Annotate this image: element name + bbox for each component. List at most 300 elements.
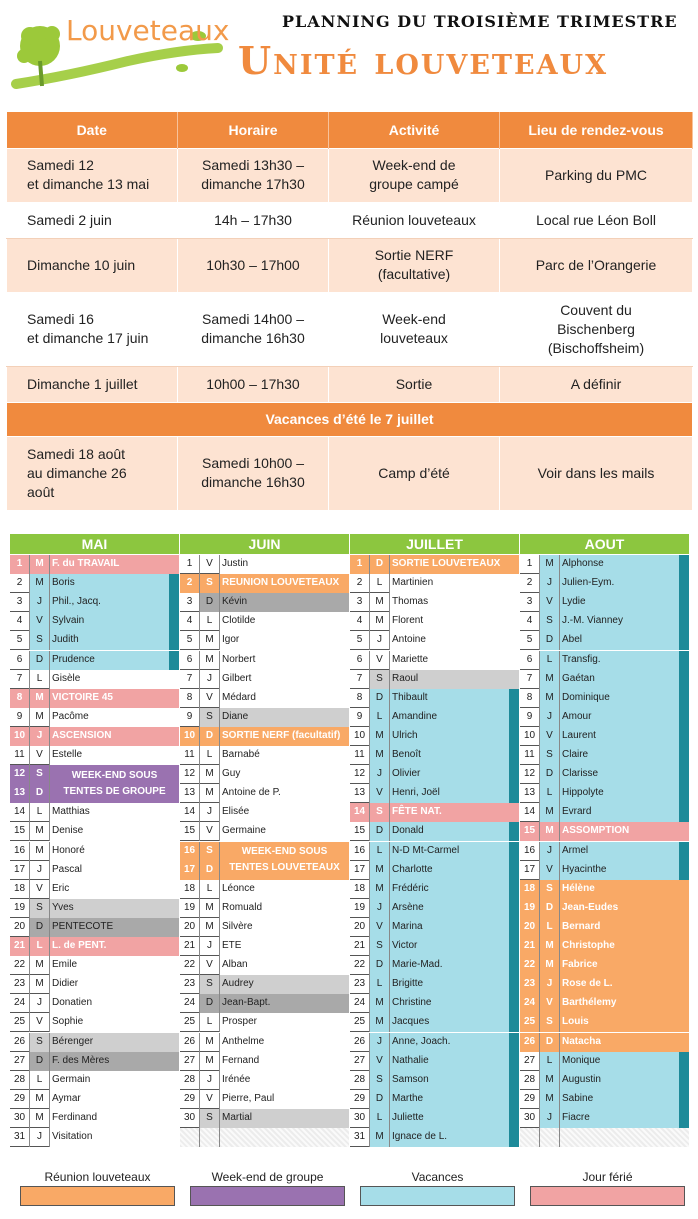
day-label: Matthias [52,806,90,818]
day-letter: D [200,727,220,746]
vacances-edge-marker [679,593,689,612]
day-number: 17 [180,861,200,880]
day-number: 10 [180,727,200,746]
calendar-day-row [520,631,689,650]
vacances-edge-marker [679,746,689,765]
day-letter: J [30,994,50,1013]
day-label: Ferdinand [52,1111,98,1123]
day-letter: M [30,842,50,861]
day-label: Pascal [52,863,83,875]
vacances-edge-marker [679,612,689,631]
schedule-row [7,202,693,238]
vacances-edge-marker [509,956,519,975]
day-letter: J [30,593,50,612]
day-letter: M [540,937,560,956]
day-letter: M [540,822,560,841]
col-header-horaire: Horaire [178,112,329,148]
day-label: Claire [562,749,589,760]
day-label: Gilbert [222,672,252,684]
day-label: Fiacre [562,1111,590,1123]
day-letter: M [30,975,50,994]
day-number: 29 [180,1090,200,1109]
calendar-day-row [350,574,519,593]
day-number: 6 [180,651,200,670]
calendar-day-row [10,612,179,631]
day-number: 21 [180,937,200,956]
day-label: Jean-Bapt. [222,997,271,1009]
day-letter: D [540,1033,560,1052]
calendar-day-row [10,899,179,918]
calendar-day-row [520,937,689,956]
day-letter: L [540,1052,560,1071]
legend-item [190,1170,345,1184]
vacances-row [7,402,693,436]
vacances-edge-marker [679,842,689,861]
day-label: Arsène [392,901,424,913]
calendar-day-row [350,1052,519,1071]
day-letter: S [200,574,220,593]
calendar-day-row [10,956,179,975]
day-letter: J [200,803,220,822]
calendar-day-row [180,574,349,593]
day-label: SORTIE LOUVETEAUX [392,558,501,569]
day-label: Denise [52,825,84,837]
day-letter: M [370,612,390,631]
calendar-day-row [350,880,519,899]
day-label: Irénée [222,1073,251,1085]
day-number: 23 [350,975,370,994]
day-number: 9 [520,708,540,727]
calendar-day-row [180,1052,349,1071]
day-label: F. des Mères [52,1054,110,1066]
calendar-day-row [10,1052,179,1071]
day-letter [200,1128,220,1147]
day-letter: S [200,708,220,727]
calendar-day-row [180,899,349,918]
calendar-day-row [180,956,349,975]
day-number: 3 [350,593,370,612]
calendar-day-row [520,574,689,593]
day-label: Brigitte [392,978,424,990]
day-label: FÊTE NAT. [392,806,442,818]
vacances-edge-marker [509,1128,519,1147]
day-label: Barnabé [222,749,260,760]
day-number: 16 [350,842,370,861]
day-letter: M [540,1090,560,1109]
day-letter: M [30,1090,50,1109]
day-letter: L [370,708,390,727]
day-letter: M [200,784,220,803]
day-label: Transfig. [562,653,601,665]
day-number: 26 [350,1033,370,1052]
legend-item [20,1170,175,1184]
calendar-day-row [10,1071,179,1090]
cell-lieu: Parking du PMC [500,148,693,202]
day-label: Antoine [392,634,426,646]
vacances-edge-marker [679,803,689,822]
day-letter: D [200,861,220,880]
day-label: Romuald [222,901,263,913]
day-label: Martial [222,1111,253,1123]
col-header-lieu: Lieu de rendez-vous [500,112,693,148]
schedule-row [7,366,693,402]
month-header-aout: AOUT [520,534,689,554]
day-letter: J [370,1033,390,1052]
day-letter: D [370,822,390,841]
day-letter: M [200,651,220,670]
day-number: 29 [520,1090,540,1109]
vacances-edge-marker [679,784,689,803]
day-number: 11 [520,746,540,765]
day-number: 8 [520,689,540,708]
day-letter: L [200,746,220,765]
calendar-day-row [10,670,179,689]
calendar-day-row [10,1128,179,1147]
day-number: 12 [520,765,540,784]
calendar-day-row [180,918,349,937]
day-label: Sophie [52,1016,84,1028]
day-label: Raoul [392,672,419,684]
day-letter: D [30,651,50,670]
day-number: 2 [520,574,540,593]
day-letter: D [370,689,390,708]
day-label: Abel [562,634,583,646]
day-letter: L [200,880,220,899]
vacances-edge-marker [509,784,519,803]
calendar-day-row [520,803,689,822]
day-number: 15 [350,822,370,841]
calendar-day-row [180,670,349,689]
day-number: 26 [10,1033,30,1052]
day-letter: S [370,670,390,689]
day-number: 26 [520,1033,540,1052]
calendar-day-row [520,842,689,861]
legend-item [530,1170,685,1184]
day-label: Fernand [222,1054,260,1066]
legend-swatch [530,1186,685,1206]
calendar-day-row [350,689,519,708]
day-number: 1 [520,555,540,574]
col-header-date: Date [7,112,178,148]
day-number: 14 [180,803,200,822]
day-number: 17 [10,861,30,880]
day-label: Germain [52,1073,91,1085]
day-number: 11 [180,746,200,765]
day-label: Thibault [392,691,428,703]
day-letter: L [370,842,390,861]
vacances-edge-marker [509,861,519,880]
calendar-day-row [520,1109,689,1128]
day-number: 18 [10,880,30,899]
day-label: Amour [562,710,592,722]
day-label: Rose de L. [562,978,613,990]
day-letter: D [200,593,220,612]
vacances-edge-marker [679,555,689,574]
day-label: Fabrice [562,959,598,971]
day-letter: M [540,670,560,689]
day-label: Pierre, Paul [222,1092,275,1104]
legend-label: Week-end de groupe [211,1170,324,1184]
calendar-day-row [520,593,689,612]
calendar-day-row [520,670,689,689]
calendar-day-row [180,765,349,784]
calendar-day-row [520,746,689,765]
calendar-day-row [10,803,179,822]
cell-date: Samedi 12 et dimanche 13 mai [7,148,178,202]
day-number: 18 [350,880,370,899]
calendar-day-row [520,784,689,803]
calendar [10,534,690,1152]
calendar-day-row [350,670,519,689]
day-letter: J [200,1071,220,1090]
day-label: Igor [222,634,240,646]
vacances-edge-marker [679,1090,689,1109]
day-number: 21 [10,937,30,956]
day-label: L. de PENT. [52,940,107,951]
calendar-day-row [10,746,179,765]
day-number: 4 [350,612,370,631]
day-number: 20 [10,918,30,937]
day-label: Natacha [562,1035,601,1047]
day-letter: V [370,784,390,803]
vacances-edge-marker [679,727,689,746]
vacances-edge-marker [509,899,519,918]
day-letter: J [540,842,560,861]
day-label: Aymar [52,1092,81,1104]
calendar-day-row [180,746,349,765]
cell-activite: Camp d’été [329,436,500,510]
day-letter: M [540,956,560,975]
day-letter: J [370,765,390,784]
day-letter: V [200,555,220,574]
day-number: 4 [10,612,30,631]
day-label: Samson [392,1073,429,1085]
day-label: Lydie [562,596,586,608]
calendar-day-row [520,1071,689,1090]
day-number: 15 [180,822,200,841]
day-letter: M [370,727,390,746]
vacances-banner: Vacances d’été le 7 juillet [7,402,693,436]
day-number: 5 [180,631,200,650]
day-number: 15 [520,822,540,841]
day-letter: S [540,1013,560,1032]
cell-activite: Week-end de groupe campé [329,148,500,202]
day-label: Frédéric [392,882,429,894]
day-number: 31 [350,1128,370,1147]
vacances-edge-marker [169,651,179,670]
day-label: Phil., Jacq. [52,596,101,608]
vacances-edge-marker [509,918,519,937]
day-letter: J [30,861,50,880]
calendar-day-row [520,822,689,841]
legend-swatch [20,1186,175,1206]
day-letter: S [370,937,390,956]
day-number: 24 [520,994,540,1013]
day-letter: V [30,612,50,631]
day-number: 31 [10,1128,30,1147]
day-number: 9 [350,708,370,727]
day-number: 28 [10,1071,30,1090]
vacances-edge-marker [509,765,519,784]
day-number: 25 [10,1013,30,1032]
calendar-day-row [10,822,179,841]
logo-text: Louveteaux [66,14,230,47]
day-label: Donald [392,825,424,837]
calendar-day-row [350,803,519,822]
day-letter: D [370,555,390,574]
day-letter: D [30,784,50,803]
day-number: 18 [520,880,540,899]
calendar-day-row [520,1013,689,1032]
day-number: 13 [10,784,30,803]
cell-horaire: 14h – 17h30 [178,202,329,238]
day-label: Ulrich [392,729,418,741]
legend-label: Jour férié [582,1170,633,1184]
day-label: Elisée [222,806,250,818]
cell-activite: Sortie [329,366,500,402]
day-number: 9 [10,708,30,727]
day-letter: L [540,651,560,670]
day-letter: M [370,861,390,880]
day-letter: D [370,1090,390,1109]
day-letter: S [30,631,50,650]
calendar-day-row [10,918,179,937]
day-label: Donatien [52,997,93,1009]
day-number: 10 [350,727,370,746]
day-label: Marina [392,920,423,932]
page-subtitle: PLANNING DU TROISIÈME TRIMESTRE [282,12,678,31]
day-label: Visitation [52,1131,93,1142]
day-letter: V [370,651,390,670]
day-number: 30 [10,1109,30,1128]
day-letter: J [540,1109,560,1128]
day-number: 3 [520,593,540,612]
calendar-day-row [520,1128,689,1147]
calendar-day-row [350,937,519,956]
day-number: 30 [350,1109,370,1128]
day-number: 16 [520,842,540,861]
cell-lieu: Parc de l’Orangerie [500,238,693,292]
day-letter: J [540,708,560,727]
day-number: 19 [350,899,370,918]
calendar-day-row [520,1052,689,1071]
day-letter: M [370,593,390,612]
day-letter: D [200,994,220,1013]
day-number: 7 [180,670,200,689]
day-label: Olivier [392,768,421,780]
calendar-day-row [180,1071,349,1090]
day-letter: L [370,975,390,994]
day-letter: S [200,1109,220,1128]
day-label: N-D Mt-Carmel [392,844,460,856]
calendar-day-row [10,574,179,593]
day-label: Bernard [562,920,601,932]
vacances-edge-marker [509,1109,519,1128]
day-letter: S [540,746,560,765]
calendar-day-row [350,593,519,612]
day-label: Pacôme [52,710,89,722]
cell-date: Dimanche 1 juillet [7,366,178,402]
calendar-day-row [180,975,349,994]
day-number: 3 [10,593,30,612]
calendar-day-row [520,612,689,631]
cell-date: Samedi 2 juin [7,202,178,238]
day-number: 19 [10,899,30,918]
day-number: 11 [350,746,370,765]
month-header-mai: MAI [10,534,179,554]
vacances-edge-marker [679,1109,689,1128]
day-number: 7 [10,670,30,689]
day-label: Eric [52,882,70,894]
calendar-day-row [520,555,689,574]
calendar-day-row [350,708,519,727]
day-label: Benoît [392,749,421,760]
day-number: 7 [520,670,540,689]
day-number: 2 [10,574,30,593]
day-number: 14 [10,803,30,822]
calendar-day-row [10,708,179,727]
day-number: 2 [180,574,200,593]
vacances-edge-marker [679,689,689,708]
calendar-day-row [350,822,519,841]
calendar-day-row [10,937,179,956]
day-number: 11 [10,746,30,765]
day-letter: L [200,1013,220,1032]
day-letter: M [30,822,50,841]
day-letter: M [30,1109,50,1128]
day-number: 22 [10,956,30,975]
day-number: 6 [520,651,540,670]
day-letter: V [540,593,560,612]
day-label: Charlotte [392,863,433,875]
day-number: 14 [520,803,540,822]
day-label: Laurent [562,729,596,741]
calendar-day-row [350,784,519,803]
vacances-edge-marker [509,1033,519,1052]
day-letter: J [200,670,220,689]
day-letter: S [30,765,50,784]
weekend-louveteaux-block: WEEK-END SOUS TENTES LOUVETEAUX [220,842,349,879]
calendar-day-row [350,746,519,765]
cell-horaire: 10h30 – 17h00 [178,238,329,292]
calendar-day-row [180,1090,349,1109]
calendar-day-row [350,631,519,650]
day-number: 22 [180,956,200,975]
day-letter: V [370,1052,390,1071]
day-number: 13 [520,784,540,803]
calendar-day-row [10,651,179,670]
day-label: Barthélemy [562,997,617,1009]
day-letter: S [370,1071,390,1090]
cell-lieu: Couvent du Bischenberg (Bischoffsheim) [500,292,693,366]
day-label: Alban [222,959,248,971]
day-number: 7 [350,670,370,689]
day-number: 23 [180,975,200,994]
calendar-day-row [10,994,179,1013]
legend-label: Réunion louveteaux [44,1170,151,1184]
day-number: 12 [10,765,30,784]
calendar-day-row [10,1013,179,1032]
day-number: 8 [180,689,200,708]
day-letter: M [370,746,390,765]
calendar-day-row [180,880,349,899]
day-number: 13 [180,784,200,803]
cell-date: Samedi 16 et dimanche 17 juin [7,292,178,366]
day-label: Clotilde [222,615,256,627]
calendar-day-row [350,727,519,746]
day-letter: D [540,765,560,784]
day-number: 2 [350,574,370,593]
